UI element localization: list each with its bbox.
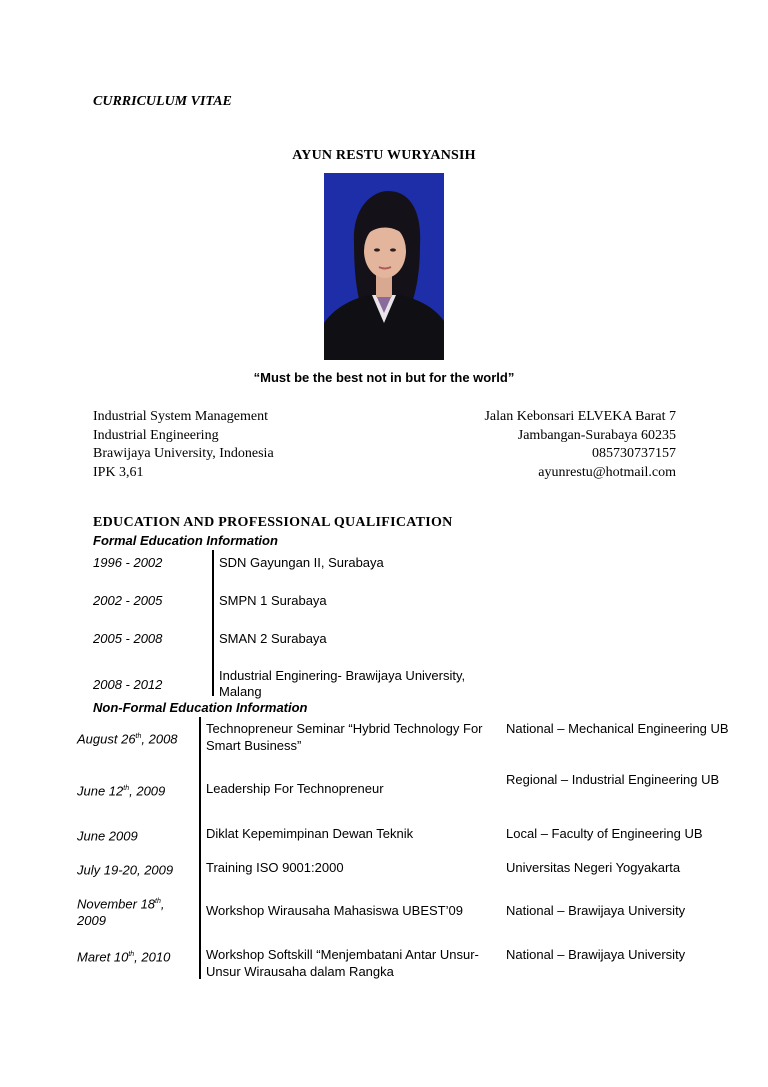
formal-years: 2008 - 2012 [93, 677, 163, 692]
profile-info-right [484, 408, 676, 482]
profile-info-left [93, 408, 274, 482]
nonformal-date: June 12th, 2009 [77, 783, 166, 799]
formal-school: Industrial Enginering- Brawijaya University, Malang [219, 668, 466, 699]
study-program: Industrial System Management [93, 409, 268, 424]
nonformal-event: Technopreneur Seminar “Hybrid Technology For Smart Business” [206, 721, 483, 753]
formal-school: SMPN 1 Surabaya [219, 593, 327, 608]
email-address: ayunrestu@hotmail.com [538, 464, 676, 480]
motto: “Must be the best not in but for the world” [253, 370, 515, 385]
address-city: Jambangan-Surabaya 60235 [517, 427, 676, 443]
nonformal-date: Maret 10th, 2010 [77, 949, 171, 965]
profile-photo [324, 173, 444, 360]
education-section-title: EDUCATION AND PROFESSIONAL QUALIFICATION [93, 515, 453, 530]
nonformal-event: Workshop Wirausaha Mahasiswa UBEST’09 [206, 903, 463, 918]
nonformal-event: Diklat Kepemimpinan Dewan Teknik [206, 826, 414, 841]
cv-heading: CURRICULUM VITAE [93, 94, 232, 109]
formal-school: SDN Gayungan II, Surabaya [219, 555, 384, 570]
nonformal-level: Universitas Negeri Yogyakarta [506, 860, 681, 875]
nonformal-divider-line [199, 717, 201, 979]
nonformal-event: Workshop Softskill “Menjembatani Antar Unsur-Unsur Wirausaha dalam Rangka [206, 947, 479, 979]
address-street: Jalan Kebonsari ELVEKA Barat 7 [484, 409, 676, 424]
nonformal-event: Leadership For Technopreneur [206, 781, 384, 796]
nonformal-date: July 19-20, 2009 [77, 862, 174, 878]
nonformal-level: National – Brawijaya University [506, 903, 686, 918]
portrait-image [324, 173, 444, 360]
formal-years: 2002 - 2005 [93, 593, 163, 608]
nonformal-event: Training ISO 9001:2000 [206, 860, 344, 875]
formal-education-title: Formal Education Information [93, 533, 278, 548]
formal-years: 2005 - 2008 [93, 631, 163, 646]
nonformal-date: November 18th, 2009 [77, 896, 165, 929]
formal-school: SMAN 2 Surabaya [219, 631, 327, 646]
formal-divider-line [212, 550, 214, 696]
gpa: IPK 3,61 [93, 464, 144, 480]
nonformal-date: August 26th, 2008 [77, 731, 178, 747]
nonformal-level: National – Mechanical Engineering UB [506, 721, 729, 736]
department: Industrial Engineering [93, 427, 219, 443]
person-name: AYUN RESTU WURYANSIH [292, 148, 476, 163]
nonformal-level: Regional – Industrial Engineering UB [506, 772, 720, 787]
phone-number: 085730737157 [592, 446, 676, 461]
university: Brawijaya University, Indonesia [93, 446, 274, 461]
nonformal-date: June 2009 [77, 828, 138, 844]
nonformal-education-title: Non-Formal Education Information [93, 700, 308, 715]
nonformal-level: National – Brawijaya University [506, 947, 686, 962]
formal-years: 1996 - 2002 [93, 555, 163, 570]
nonformal-level: Local – Faculty of Engineering UB [506, 826, 703, 841]
